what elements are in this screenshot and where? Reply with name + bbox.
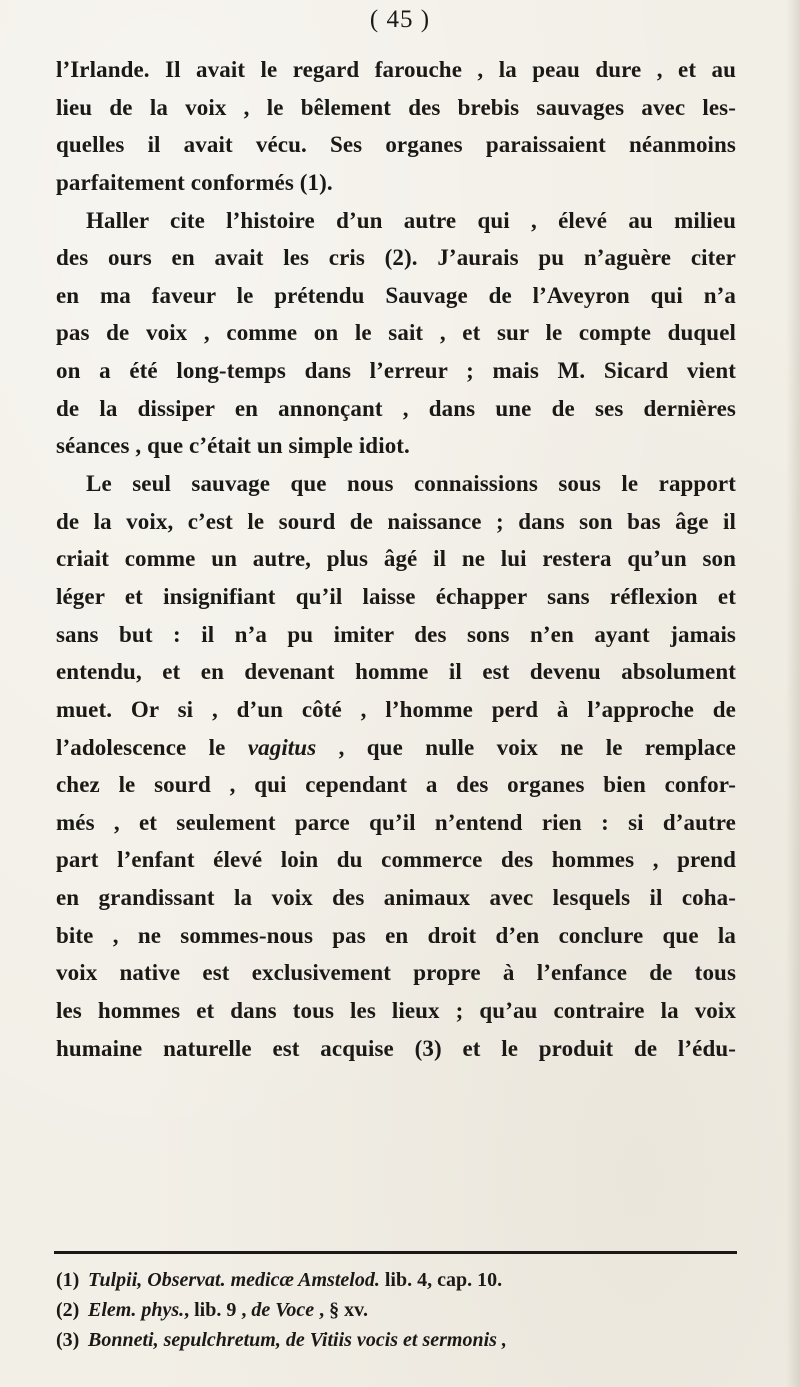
footnote-text: , lib. 9 , — [184, 1299, 247, 1321]
footnote-text: lib. 4, cap. 10. — [379, 1269, 503, 1291]
text-line: Le seul sauvage que nous connaissions sous le rapport — [86, 471, 736, 497]
text-line: des ours en avait les cris (2). J’aurais pu n’aguère citer — [56, 245, 736, 271]
text-line: de la voix, c’est le sourd de naissance ; dans son bas âge il — [56, 508, 736, 534]
page-number-header: ( 45 ) — [369, 6, 431, 33]
footnote-citation: de Voce — [246, 1299, 315, 1321]
text-line: parfaitement conformés (1). — [56, 169, 333, 195]
footnote-divider — [54, 1251, 737, 1254]
text-line: chez le sourd , qui cependant a des organes bien confor- — [56, 772, 736, 798]
text-line: on a été long-temps dans l’erreur ; mais M. Sicard vient — [56, 358, 736, 384]
page-edge-shadow — [786, 0, 800, 1387]
text-segment: , que nulle voix ne le remplace — [338, 734, 736, 760]
footnote-3 — [56, 1325, 736, 1355]
text-line: quelles il avait vécu. Ses organes paraissaient néanmoins — [56, 132, 736, 158]
text-line: l’Irlande. Il avait le regard farouche , la peau dure , et au — [56, 57, 736, 82]
text-line: sans but : il n’a pu imiter des sons n’en ayant jamais — [56, 621, 736, 647]
footnote-number: (2) — [56, 1299, 80, 1321]
text-line: en ma faveur le prétendu Sauvage de l’Aveyron qui n’a — [56, 282, 736, 308]
text-line: séances , que c’était un simple idiot. — [56, 433, 410, 459]
text-line: voix native est exclusivement propre à l’enfance de tous — [56, 960, 736, 986]
text-line: muet. Or si , d’un côté , l’homme perd à l’approche de — [56, 696, 736, 722]
text-line: entendu, et en devenant homme il est devenu absolument — [56, 659, 736, 685]
footnotes — [56, 1265, 736, 1355]
text-line: lieu de la voix , le bêlement des brebis sauvages avec les- — [56, 94, 736, 120]
text-line: bite , ne sommes-nous pas en droit d’en conclure que la — [56, 922, 736, 948]
footnote-number: (3) — [56, 1329, 80, 1351]
footnote-number: (1) — [56, 1269, 80, 1291]
text-line: les hommes et dans tous les lieux ; qu’au contraire la voix — [56, 998, 736, 1024]
footnote-text: , § xv. — [314, 1299, 369, 1321]
footnote-citation: Tulpii, Observat. medicæ Amstelod. — [88, 1269, 380, 1291]
italic-term-vagitus: vagitus — [247, 734, 317, 760]
text-line: en grandissant la voix des animaux avec lesquels il coha- — [56, 885, 736, 911]
text-line: humaine naturelle est acquise (3) et le produit de l’édu- — [56, 1035, 736, 1061]
footnote-2 — [56, 1295, 736, 1325]
text-line — [56, 729, 736, 767]
text-line: léger et insignifiant qu’il laisse échapper sans réflexion et — [56, 583, 736, 609]
footnote-citation: Elem. phys. — [88, 1299, 185, 1321]
footnote-citation: Bonneti, sepulchretum, de Vitiis vocis et sermonis , — [88, 1329, 507, 1351]
text-line: pas de voix , comme on le sait , et sur le compte duquel — [56, 320, 736, 346]
text-line: Haller cite l’histoire d’un autre qui , élevé au milieu — [86, 207, 736, 233]
text-line: part l’enfant élevé loin du commerce des hommes , prend — [56, 847, 736, 873]
text-line: criait comme un autre, plus âgé il ne lui restera qu’un son — [56, 546, 736, 572]
text-line: més , et seulement parce qu’il n’entend rien : si d’autre — [56, 809, 736, 835]
footnote-1 — [56, 1265, 736, 1295]
text-segment: l’adolescence le — [56, 734, 226, 760]
main-text-block — [56, 51, 736, 1067]
text-line: de la dissiper en annonçant , dans une de ses dernières — [56, 395, 736, 421]
